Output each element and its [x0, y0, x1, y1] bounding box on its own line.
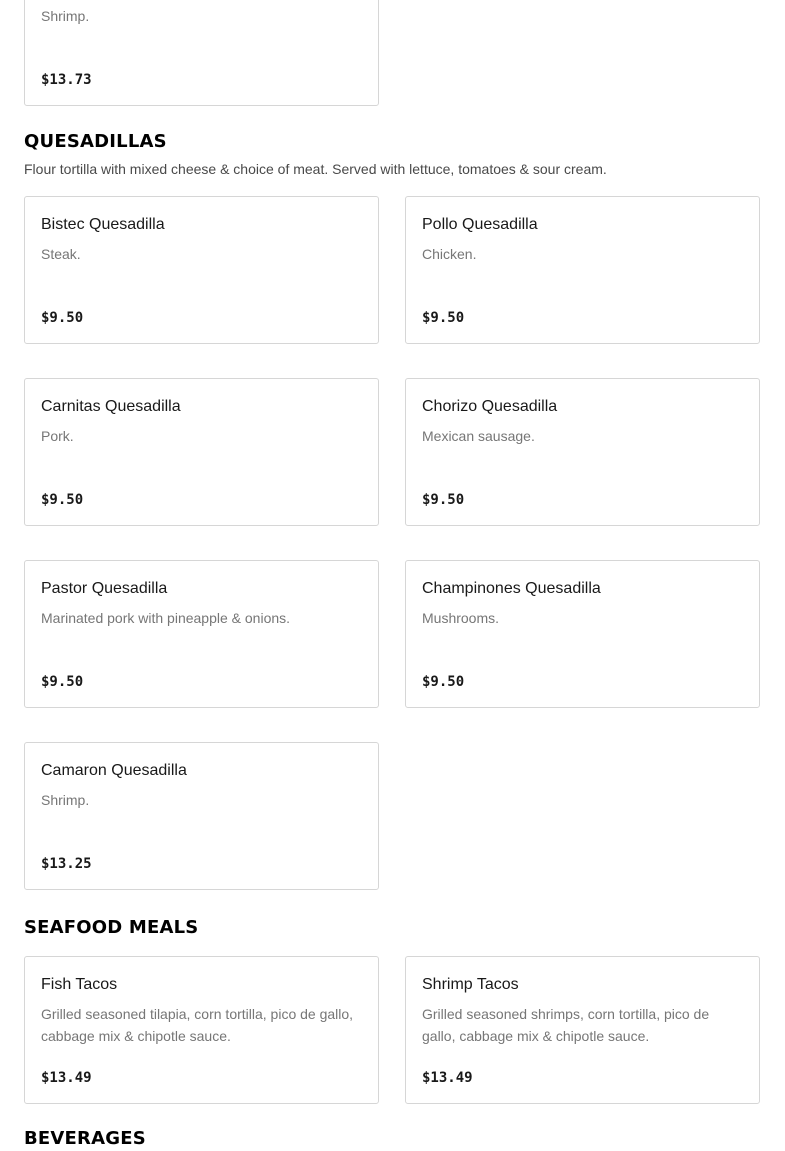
item-name: Shrimp Tacos: [422, 976, 519, 993]
section-title-quesadillas: QUESADILLAS: [24, 131, 167, 152]
item-name: Chorizo Quesadilla: [422, 398, 558, 415]
section-description-quesadillas: Flour tortilla with mixed cheese & choice of meat. Served with lettuce, tomatoes & sour cream.: [24, 161, 607, 177]
item-description: Mexican sausage.: [422, 428, 535, 444]
menu-item-card[interactable]: [405, 560, 760, 708]
menu-item-card[interactable]: [24, 956, 379, 1104]
item-description: Grilled seasoned shrimps, corn tortilla, pico de gallo, cabbage mix & chipotle sauce.: [422, 1006, 710, 1044]
item-name: Pastor Quesadilla: [41, 580, 168, 597]
menu-item-card[interactable]: [24, 560, 379, 708]
item-description: Marinated pork with pineapple & onions.: [41, 610, 291, 626]
menu-item-card[interactable]: [405, 378, 760, 526]
item-price: $9.50: [422, 492, 465, 508]
item-name: Bistec Quesadilla: [41, 216, 165, 233]
item-price: $9.50: [41, 310, 84, 326]
item-name: Champinones Quesadilla: [422, 580, 601, 597]
item-price: $13.49: [422, 1070, 473, 1086]
item-price: $9.50: [422, 310, 465, 326]
menu-item-card[interactable]: [24, 742, 379, 890]
item-price: $9.50: [422, 674, 465, 690]
menu-item-card[interactable]: [24, 378, 379, 526]
item-price: $13.25: [41, 856, 92, 872]
item-price: $13.49: [41, 1070, 92, 1086]
item-description: Shrimp.: [41, 792, 90, 808]
item-price: $9.50: [41, 492, 84, 508]
menu-item-card[interactable]: [24, 0, 379, 106]
section-title-beverages: BEVERAGES: [24, 1128, 146, 1149]
item-description: Mushrooms.: [422, 610, 500, 626]
item-name: Pollo Quesadilla: [422, 216, 538, 233]
item-name: Carnitas Quesadilla: [41, 398, 181, 415]
item-name: Camaron Quesadilla: [41, 762, 187, 779]
item-price: $9.50: [41, 674, 84, 690]
item-name: Fish Tacos: [41, 976, 118, 993]
item-description: Shrimp.: [41, 8, 90, 24]
item-price: $13.73: [41, 72, 92, 88]
item-description: Pork.: [41, 428, 74, 444]
menu-item-card[interactable]: [24, 196, 379, 344]
item-description: Grilled seasoned tilapia, corn tortilla, pico de gallo, cabbage mix & chipotle sauce.: [41, 1006, 354, 1044]
menu-item-card[interactable]: [405, 196, 760, 344]
section-title-seafood-meals: SEAFOOD MEALS: [24, 917, 199, 938]
item-description: Steak.: [41, 246, 81, 262]
menu-item-card[interactable]: [405, 956, 760, 1104]
item-description: Chicken.: [422, 246, 477, 262]
